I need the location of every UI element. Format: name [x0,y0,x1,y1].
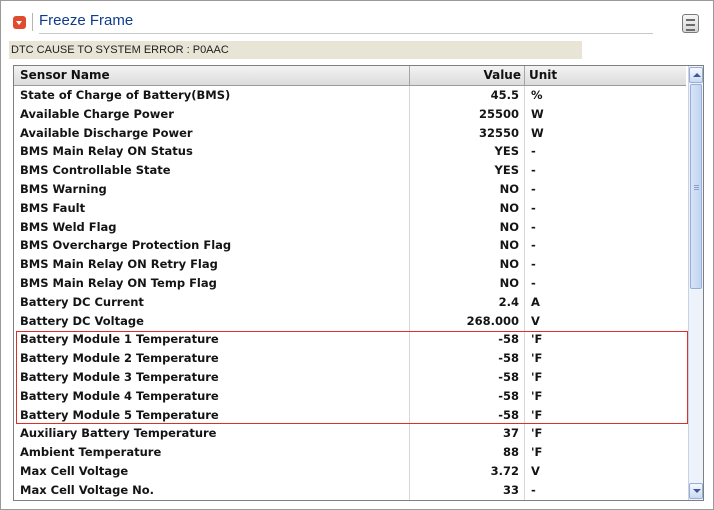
cell-divider [409,105,410,124]
sensor-unit-cell: - [531,200,536,215]
cell-divider [409,199,410,218]
sensor-name-cell: Battery Module 1 Temperature [20,332,219,347]
sensor-name-cell: Battery Module 2 Temperature [20,351,219,366]
table-row[interactable] [14,218,686,237]
column-divider[interactable] [524,66,525,85]
sensor-unit-cell: 'F [531,445,543,460]
sensor-name-cell: BMS Main Relay ON Temp Flag [20,275,217,290]
table-row[interactable] [14,161,686,180]
scrollbar-thumb[interactable] [690,84,702,289]
sensor-unit-cell: V [531,313,540,328]
sensor-unit-cell: - [531,238,536,253]
cell-divider [524,481,525,500]
sensor-name-cell: Battery DC Voltage [20,313,144,328]
sensor-value-cell: 33 [502,482,519,497]
sensor-value-cell: YES [494,144,519,159]
sensor-name-cell: Available Discharge Power [20,125,193,140]
sensor-value-cell: 88 [502,445,519,460]
cell-divider [409,424,410,443]
sensor-name-cell: Battery DC Current [20,294,144,309]
sensor-value-cell: 32550 [478,125,519,140]
sensor-unit-cell: % [531,88,543,102]
cell-divider [409,443,410,462]
cell-divider [409,255,410,274]
table-body [14,86,686,500]
table-row[interactable] [14,255,686,274]
sensor-unit-cell: V [531,463,540,478]
sensor-value-cell: NO [499,181,519,196]
sensor-value-cell: 2.4 [498,294,519,309]
table-row[interactable] [14,199,686,218]
table-row[interactable] [14,424,686,443]
sensor-value-cell: YES [494,163,519,178]
sensor-value-cell: NO [499,238,519,253]
dropdown-arrow-icon[interactable] [13,16,26,29]
sensor-unit-cell: - [531,275,536,290]
table-header [14,66,686,86]
sensor-unit-cell: - [531,181,536,196]
table-row[interactable] [14,481,686,500]
sensor-value-cell: 3.72 [490,463,519,478]
sensor-unit-cell: 'F [531,407,543,422]
sensor-unit-cell: 'F [531,332,543,347]
cell-divider [524,424,525,443]
sensor-value-cell: NO [499,275,519,290]
sensor-name-cell: Auxiliary Battery Temperature [20,426,217,441]
sensor-unit-cell: - [531,219,536,234]
cell-divider [524,274,525,293]
sensor-value-cell: -58 [498,332,519,347]
table-row[interactable] [14,142,686,161]
cell-divider [524,218,525,237]
column-header-value[interactable]: Value [483,68,521,82]
sensor-name-cell: Battery Module 4 Temperature [20,388,219,403]
battery-module-temperature-highlight [16,331,688,424]
cell-divider [524,180,525,199]
sensor-value-cell: NO [499,257,519,272]
table-row[interactable] [14,462,686,481]
cell-divider [524,443,525,462]
cell-divider [524,199,525,218]
sensor-unit-cell: W [531,106,544,121]
cell-divider [524,312,525,331]
cell-divider [524,462,525,481]
sensor-name-cell: BMS Warning [20,181,107,196]
cell-divider [409,312,410,331]
sensor-value-cell: -58 [498,388,519,403]
sensor-name-cell: Battery Module 3 Temperature [20,369,219,384]
sensor-name-cell: State of Charge of Battery(BMS) [20,88,231,102]
cell-divider [524,105,525,124]
cell-divider [409,180,410,199]
sensor-unit-cell: 'F [531,426,543,441]
sensor-unit-cell: - [531,163,536,178]
cell-divider [409,293,410,312]
sensor-value-cell: NO [499,219,519,234]
title-underline [39,33,653,34]
table-row[interactable] [14,274,686,293]
sensor-unit-cell: 'F [531,388,543,403]
cell-divider [409,481,410,500]
cell-divider [524,255,525,274]
sensor-unit-cell: W [531,125,544,140]
sensor-unit-cell: A [531,294,540,309]
sensor-value-cell: -58 [498,369,519,384]
sensor-value-cell: 268.000 [466,313,519,328]
table-row[interactable] [14,124,686,143]
cell-divider [409,274,410,293]
sensor-unit-cell: - [531,482,536,497]
cell-divider [524,236,525,255]
sensor-name-cell: BMS Main Relay ON Retry Flag [20,257,218,272]
cell-divider [524,86,525,105]
column-divider[interactable] [409,66,410,85]
cell-divider [524,142,525,161]
sensor-unit-cell: - [531,257,536,272]
sensor-value-cell: -58 [498,407,519,422]
menu-icon[interactable] [682,14,699,33]
cell-divider [409,218,410,237]
sensor-value-cell: -58 [498,351,519,366]
sensor-value-cell: 37 [502,426,519,441]
cell-divider [409,142,410,161]
table-row[interactable] [14,180,686,199]
grip-icon [694,185,699,186]
table-row[interactable] [14,293,686,312]
scroll-down-arrow-icon[interactable] [689,483,703,499]
sensor-value-cell: 45.5 [490,88,519,102]
cell-divider [409,462,410,481]
cell-divider [524,161,525,180]
cell-divider [409,124,410,143]
sensor-name-cell: BMS Weld Flag [20,219,117,234]
sensor-unit-cell: 'F [531,369,543,384]
cell-divider [524,124,525,143]
window-title: Freeze Frame [39,12,134,29]
title-separator [32,13,33,31]
sensor-name-cell: Available Charge Power [20,106,174,121]
column-header-unit[interactable]: Unit [529,68,558,82]
cell-divider [409,236,410,255]
scroll-up-arrow-icon[interactable] [689,67,703,83]
column-header-sensor-name[interactable]: Sensor Name [20,68,110,82]
sensor-unit-cell: - [531,144,536,159]
sensor-name-cell: BMS Main Relay ON Status [20,144,193,159]
table-row[interactable] [14,443,686,462]
sensor-table [13,65,704,501]
sensor-name-cell: BMS Controllable State [20,163,171,178]
cell-divider [524,293,525,312]
table-row[interactable] [14,105,686,124]
cell-divider [409,86,410,105]
table-row[interactable] [14,86,686,105]
sensor-name-cell: BMS Fault [20,200,86,215]
sensor-value-cell: 25500 [478,106,519,121]
sensor-name-cell: Ambient Temperature [20,445,162,460]
cell-divider [409,161,410,180]
sensor-name-cell: Max Cell Voltage No. [20,482,155,497]
vertical-scrollbar[interactable] [688,66,704,500]
table-row[interactable] [14,236,686,255]
sensor-name-cell: Max Cell Voltage [20,463,129,478]
dtc-cause-label: DTC CAUSE TO SYSTEM ERROR : P0AAC [9,41,582,59]
sensor-unit-cell: 'F [531,351,543,366]
sensor-name-cell: BMS Overcharge Protection Flag [20,238,232,253]
table-row[interactable] [14,312,686,331]
sensor-name-cell: Battery Module 5 Temperature [20,407,219,422]
title-bar [1,1,713,35]
sensor-value-cell: NO [499,200,519,215]
